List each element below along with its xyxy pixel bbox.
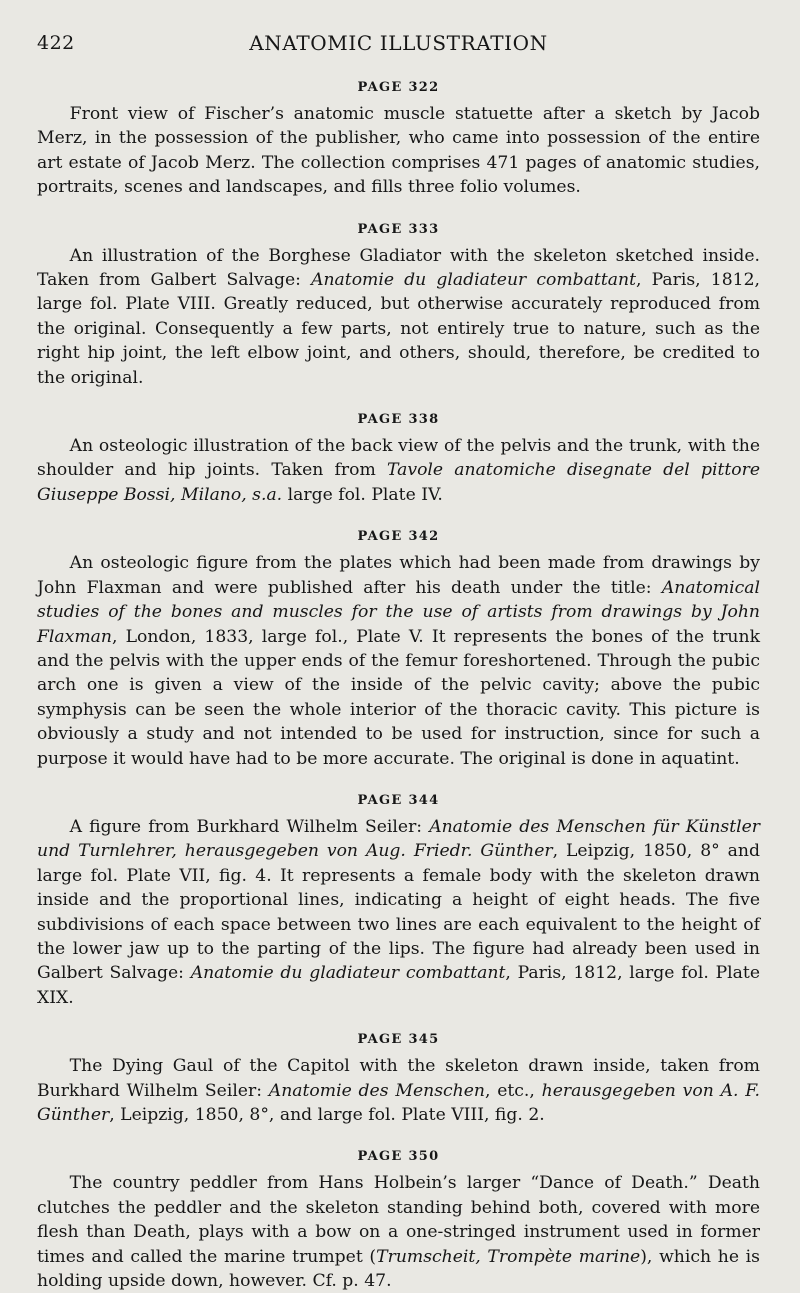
italic-title: Anatomie des Menschen [268,1080,485,1101]
text-run: , London, 1833, large fol., Plate V. It represents the bones of the trunk and the pelvis with the upper ends of the femur foreshortened. Through the pubic arch one is given a view of the inside of the pelvic cavity; above the pubic symphysis can be seen the whole interior of the thoracic cavity. This picture is obviously a study and not intended to be used for instruction, since for such a purpose it would have had to be more accurate. The original is done in aquatint. [37,626,760,769]
italic-title: herausgegeben von A. F. Günther [37,1080,760,1125]
entry-text [37,1171,760,1293]
text-run: The Dying Gaul of the Capitol with the skeleton drawn inside, taken from Burkhard Wilhelm Seiler: [37,1056,760,1101]
entry [37,1127,760,1293]
text-run: large fol. Plate IV. [282,484,443,505]
running-head [37,0,760,58]
entry [37,771,760,1010]
running-title: ANATOMIC ILLUSTRATION [249,31,548,55]
entry-heading: PAGE 338 [357,412,440,428]
entry-heading: PAGE 342 [357,529,440,545]
entry [37,1010,760,1127]
entry-heading: PAGE 344 [357,792,440,808]
text-run: , Leipzig, 1850, 8° and large fol. Plate VII, fig. 4. It represents a female body with the skeleton drawn inside and the proportional lines, indicating a height of eight heads. The five subdivisions of each space between two lines are each equivalent to the height of the lower jaw up to the parting of the lips. The figure had already been used in Galbert Salvage: [37,841,760,984]
entry-text [37,551,760,771]
entry-heading: PAGE 345 [357,1032,440,1048]
text-run: An osteologic figure from the plates which had been made from drawings by John Flaxman and were published after his death under the title: [37,553,760,598]
text-run: The country peddler from Hans Holbein’s larger “Dance of Death.” Death clutches the peddler and the skeleton standing behind both, covered with more flesh than Death, plays with a bow on a one-stringed instrument used in former times and called the marine trumpet ( [37,1173,760,1267]
entry [37,200,760,390]
italic-title: Trumscheit, Trompète marine [376,1246,641,1267]
entry-text [37,815,760,1010]
italic-title: Anatomical studies of the bones and muscles for the use of artists from drawings by John Flaxman [37,577,760,647]
text-run: Front view of Fischer’s anatomic muscle statuette after a sketch by Jacob Merz, in the possession of the publisher, who came into possession of the entire art estate of Jacob Merz. The collection comprises 471 pages of anatomic studies, portraits, scenes and landscapes, and fills three folio volumes. [37,104,760,198]
entry-heading: PAGE 350 [357,1149,440,1165]
text-run: An osteologic illustration of the back view of the pelvis and the trunk, with the shoulder and hip joints. Taken from [37,436,760,481]
entry-text [37,1054,760,1127]
text-run: , Paris, 1812, large fol. Plate XIX. [37,963,760,1008]
entry-text [37,102,760,200]
entry-heading: PAGE 322 [357,80,440,95]
italic-title: Anatomie du gladiateur combattant [190,963,506,984]
entry-heading: PAGE 333 [357,221,440,237]
entry [37,390,760,507]
entry [37,507,760,771]
italic-title: Anatomie des Menschen für Künstler und Turnlehrer, herausgegeben von Aug. Friedr. Günther [37,816,760,862]
entries-list [37,58,760,1293]
text-run: , Paris, 1812, large fol. Plate VIII. Greatly reduced, but otherwise accurately reproduced from the original. Consequently a few parts, not entirely true to nature, such as the right hip joint, the left elbow joint, and others, should, therefore, be credited to the original. [37,270,760,388]
italic-title: Anatomie du gladiateur combattant [311,270,636,291]
text-run: , Leipzig, 1850, 8°, and large fol. Plate VIII, fig. 2. [109,1105,545,1125]
page-number: 422 [37,32,75,54]
entry-text [37,244,760,390]
text-run: A figure from Burkhard Wilhelm Seiler: [69,816,430,837]
text-run: ), which he is holding upside down, however. Cf. p. 47. [37,1246,761,1292]
italic-title: Tavole anatomiche disegnate del pittore Giuseppe Bossi, Milano, s.a. [37,460,760,505]
text-run: An illustration of the Borghese Gladiator with the skeleton sketched inside. Taken from Galbert Salvage: [37,245,760,291]
entry-text [37,434,760,507]
text-run: , etc., [484,1080,542,1101]
entry [37,58,760,200]
